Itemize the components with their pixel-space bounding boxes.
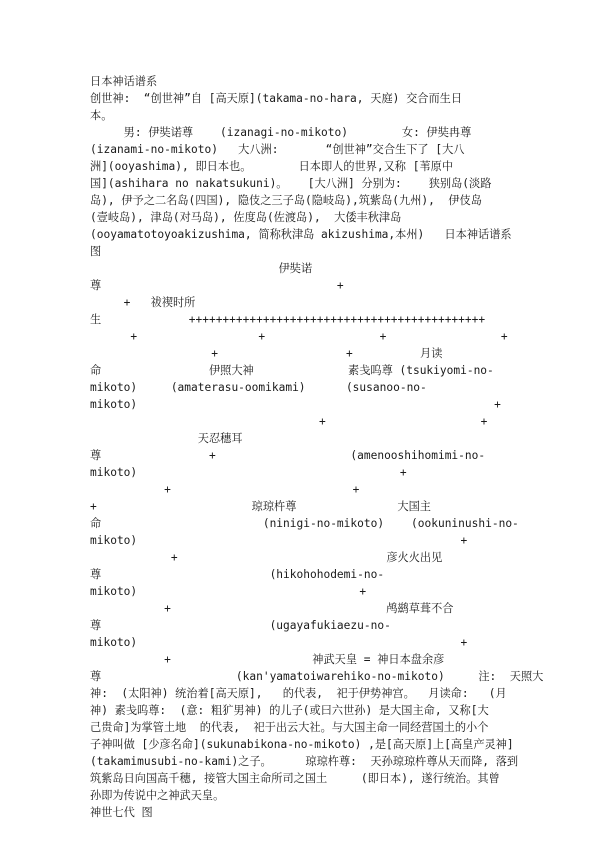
text-line: + 琼琼杵尊 大国主 — [90, 500, 431, 513]
text-line: mikoto) + — [90, 636, 468, 649]
text-line: + + + + — [90, 330, 508, 343]
text-line: 天忍穗耳 — [90, 432, 243, 445]
text-line: 生 ++++++++++++++++++++++++++++++++++++++++++++ — [90, 313, 486, 326]
text-line: 创世神: “创世神”自 [高天原](takama-no-hara, 天庭) 交合而生日 — [90, 92, 463, 105]
text-line: 神: (太阳神) 统治着[高天原], 的代表, 祀于伊势神宫。 月读命: (月 — [90, 687, 507, 700]
text-line: 己贵命]为掌管土地 的代表, 祀于出云大社。与大国主命一同经营国土的小个 — [90, 721, 489, 734]
text-line: 神) 素戋呜尊: (意: 粗犷男神) 的儿子(或曰六世孙) 是大国主命, 又称[大 — [90, 704, 489, 717]
text-line: mikoto) + — [90, 534, 468, 547]
text-line: 岛), 伊予之二名岛(四国), 隐伎之三子岛(隐岐岛),筑紫岛(九州), 伊伎岛 — [90, 194, 482, 207]
text-line: + + 月读 — [90, 347, 443, 360]
text-line: 尊 (ugayafukiaezu-no- — [90, 619, 391, 632]
text-line: mikoto) (amaterasu-oomikami) (susanoo-no- — [90, 381, 427, 394]
text-line: + + — [90, 415, 488, 428]
text-line: (izanami-no-mikoto) 大八洲: “创世神”交合生下了 [大八 — [90, 143, 465, 156]
text-line: mikoto) + — [90, 398, 501, 411]
text-line: 尊 (hikohohodemi-no- — [90, 568, 385, 581]
text-line: 子神叫做 [少彦名命](sukunabikona-no-mikoto) ,是[高天原]上[高皇产灵神] — [90, 738, 514, 751]
text-line: 本。 — [90, 109, 113, 122]
text-line: + 彦火火出见 — [90, 551, 443, 564]
text-line: 尊 (kan'yamatoiwarehiko-no-mikoto) 注: 天照大 — [90, 670, 544, 683]
text-line: 筑紫岛日向国高千穗, 接管大国主命所司之国土 (即日本), 遂行统治。其曾 — [90, 772, 500, 785]
text-line: mikoto) + — [90, 585, 367, 598]
text-line: 国](ashihara no nakatsukuni)。 [大八洲] 分别为: 狭别岛(淡路 — [90, 177, 492, 190]
text-line: 尊 + — [90, 279, 344, 292]
text-line: (takamimusubi-no-kami)之子。 琼琼杵尊: 天孙琼琼杵尊从天而降, 落到 — [90, 755, 519, 768]
text-line: 尊 + (amenooshihomimi-no- — [90, 449, 486, 462]
text-line: + 神武天皇 = 神日本盘余彦 — [90, 653, 445, 666]
text-line: 洲](ooyashima), 即日本也。 日本即人的世界,又称 [苇原中 — [90, 160, 454, 173]
text-line: 命 伊照大神 素戋呜尊 (tsukiyomi-no- — [90, 364, 494, 377]
text-line: + 鸬鹚草葺不合 — [90, 602, 454, 615]
text-line: 男: 伊奘诺尊 (izanagi-no-mikoto) 女: 伊奘冉尊 — [90, 126, 472, 139]
text-line: 命 (ninigi-no-mikoto) (ookuninushi-no- — [90, 517, 519, 530]
text-line: + 祓禊时所 — [90, 296, 196, 309]
text-line: mikoto) + — [90, 466, 407, 479]
text-line: + + — [90, 483, 360, 496]
text-line: 图 — [90, 245, 102, 258]
text-line: (ooyamatotoyoakizushima, 简称秋津岛 akizushima,本州) 日本神话谱系 — [90, 228, 512, 241]
text-line: 伊奘诺 — [90, 262, 313, 275]
text-line: (壹岐岛), 津岛(对马岛), 佐度岛(佐渡岛), 大倭丰秋津岛 — [90, 211, 402, 224]
document-title: 日本神话谱系 — [90, 75, 158, 88]
text-line: 孙即为传说中之神武天皇。 — [90, 789, 225, 802]
text-line: 神世七代 图 — [90, 806, 153, 819]
